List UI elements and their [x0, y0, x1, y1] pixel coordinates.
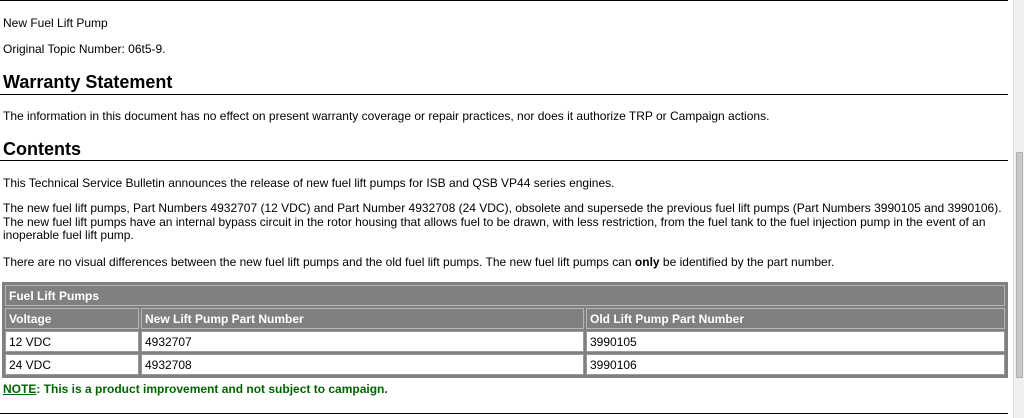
- cell-old-part-number: 3990106: [586, 354, 1005, 375]
- column-header-new-part-number: New Lift Pump Part Number: [141, 308, 584, 329]
- cell-new-part-number: 4932707: [141, 331, 584, 352]
- warranty-heading-rule: [0, 94, 1008, 95]
- bottom-divider: [0, 413, 1008, 414]
- cell-old-part-number: 3990105: [586, 331, 1005, 352]
- cell-voltage: 12 VDC: [5, 331, 139, 352]
- original-topic-number: Original Topic Number: 06t5-9.: [3, 42, 166, 56]
- cell-new-part-number: 4932708: [141, 354, 584, 375]
- document-title: New Fuel Lift Pump: [3, 16, 108, 30]
- contents-paragraph-2: The new fuel lift pumps, Part Numbers 4932707 (12 VDC) and Part Number 4932708 (24 VDC), obsolete and supersede the previous fuel lift pumps (Part Numbers 3990105 and 3990106). The new fuel lift pumps have an internal bypass circuit in the rotor housing that allows fuel to be drawn, with less restriction, from the fuel tank to the fuel injection pump in the event of an inoperable fuel lift pump.: [3, 201, 1002, 242]
- column-header-voltage: Voltage: [5, 308, 139, 329]
- table-header-row: [5, 308, 1005, 329]
- contents-paragraph-1: This Technical Service Bulletin announces the release of new fuel lift pumps for ISB and QSB VP44 series engines.: [3, 176, 615, 190]
- fuel-lift-pumps-table: [2, 282, 1008, 378]
- table-caption-row: [5, 285, 1005, 306]
- contents-heading: Contents: [3, 139, 81, 159]
- paragraph-3-text-before: There are no visual differences between the new fuel lift pumps and the old fuel lift pumps. The new fuel lift pumps can: [3, 255, 635, 269]
- paragraph-3-text-after: be identified by the part number.: [659, 255, 835, 269]
- cell-voltage: 24 VDC: [5, 354, 139, 375]
- top-divider: [0, 0, 1008, 1]
- paragraph-3-emphasis: only: [634, 255, 660, 269]
- note-text: : This is a product improvement and not subject to campaign.: [36, 382, 388, 396]
- note: [3, 382, 388, 396]
- contents-heading-rule: [0, 160, 1008, 161]
- column-header-old-part-number: Old Lift Pump Part Number: [586, 308, 1005, 329]
- warranty-text: The information in this document has no effect on present warranty coverage or repair practices, nor does it authorize TRP or Campaign actions.: [3, 109, 770, 123]
- warranty-heading: Warranty Statement: [3, 72, 173, 92]
- table-caption: Fuel Lift Pumps: [5, 285, 1005, 306]
- note-label: NOTE: [3, 382, 37, 396]
- contents-paragraph-3: [3, 255, 834, 269]
- scrollbar-thumb[interactable]: [1016, 152, 1023, 378]
- vertical-scrollbar[interactable]: [1013, 0, 1024, 418]
- table-row: [5, 354, 1005, 375]
- table-row: [5, 331, 1005, 352]
